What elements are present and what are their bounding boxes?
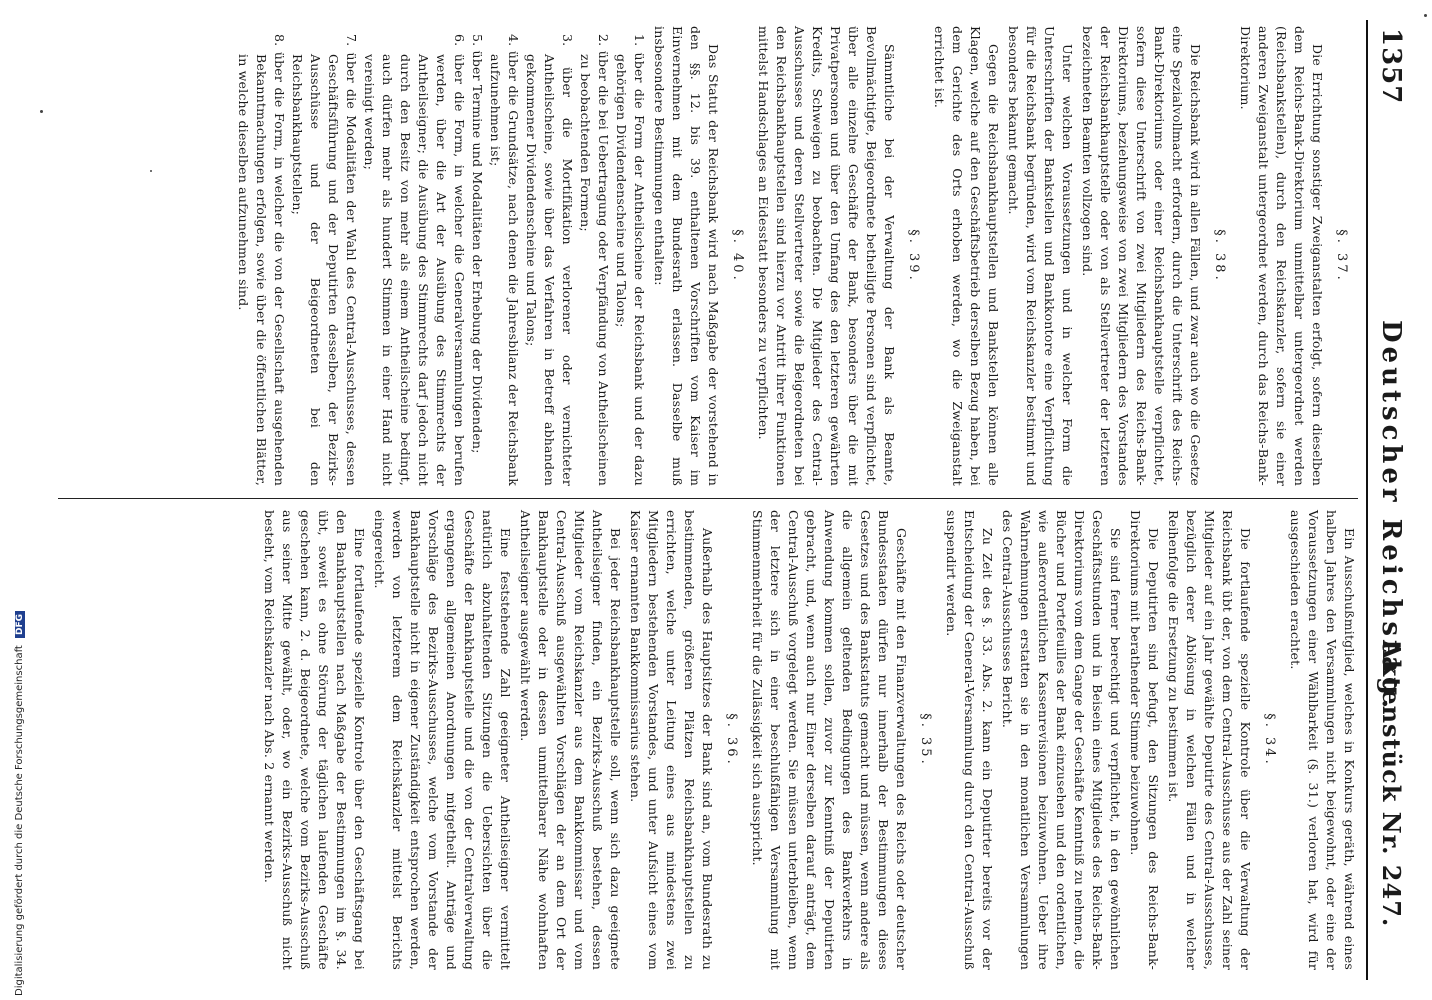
section-heading: §. 38. — [1212, 229, 1227, 283]
paragraph: Ein Ausschußmitglied, welches in Konkurs geräth, während eines halben Jahres den Versammlungen nicht beigewohnt, oder eine der Voraussetzungen einer Wählbarkeit (§. 31.) verloren hat, wird für ausgeschieden erachtet. — [1288, 510, 1357, 970]
paragraph: Geschäfte mit den Finanzverwaltungen des Reichs oder deutscher Bundesstaaten dürfen nur innerhalb der Bestimmungen dieses Gesetzes und des Bankstatuts gemacht und müssen, wenn andere als die allgemein geltenden Bedingungen des Bankverkehrs in Anwendung kommen sollen, zuvor zur Kenntniß der Deputirten gebracht, und, wenn auch nur Einer derselben darauf anträgt, dem Central-Ausschuß vorgelegt werden. Sie müssen unterbleiben, wenn der letztere sich in einer beschlußfähigen Versammlung mit Stimmenmehrheit für die Zulässigkeit sich ausspricht. — [750, 510, 909, 970]
rotated-page-content — [32, 20, 1412, 980]
paragraph: Die Deputirten sind befugt, den Sitzungen des Reichs-Bank-Direktoriums mit berathender Stimme beizuwohnen. — [1128, 510, 1161, 970]
list-item: 6. über die Form, in welcher die Generalversammlungen berufen werden, über die Art der Ausübung des Stimmrechts der Antheilseigner; die Ausübung des Stimmrechts darf jedoch nicht durch den Besitz von mehr als einem Antheilscheine bedingt, auch dürfen mehr als hundert Stimmen in einer Hand nicht vereinigt werden; — [362, 34, 467, 486]
list-item: 7. über die Modalitäten der Wahl des Central-Ausschusses, dessen Geschäftsführung und der Deputirten desselben, der Bezirks-Ausschüsse und der Beigeordneten bei den Reichsbankhauptstellen; — [290, 34, 359, 486]
paragraph: Eine feststehende Zahl geeigneter Antheilseigner vermittelt natürlich abzuhaltenden Sitzungen die Uebersichten über die Geschäfte der Bankhauptstelle und die von der Centralverwaltung ergangenen allgemeinen Anordnungen mitgetheilt. Anträge und Vorschläge des Bezirks-Ausschusses, welche vom Vorstande der Bankhauptstelle nicht in eigener Zuständigkeit entsprochen werden, werden von letzterem dem Reichskanzler mittelst Berichts eingereicht. — [372, 510, 513, 970]
right-column — [258, 510, 1358, 970]
paragraph: Gegen die Reichsbankhauptstellen und Bankstellen können alle Klagen, welche auf den Geschäftsbetrieb derselben Bezug haben, bei dem Gerichte des Orts erhoben werden, wo die Zweiganstalt errichtet ist. — [932, 26, 1001, 486]
paragraph: Eine fortlaufende spezielle Kontrole über den Geschäftsgang bei den Bankhauptstellen nach Maßgabe der Bestimmungen im §. 34. übt, soweit es ohne Störung der täglichen laufenden Geschäfte geschehen kann, 2. d. Beigeordnete, welche vom Bezirks-Ausschuß aus seiner Mitte gewählt, oder, wo ein Bezirks-Ausschuß nicht besteht, vom Reichskanzler nach Abs. 2 ernannt werden. — [262, 510, 367, 970]
paragraph: Sämmtliche bei der Verwaltung der Bank als Beamte, Bevollmächtigte, Beigeordnete betheiligte Personen sind verpflichtet, über alle einzelne Geschäfte der Bank, besonders über die mit Privatpersonen und über den Umfang des den letzteren gewährten Kredits, Schweigen zu beobachten. Die Mitglieder des Central-Ausschusses und deren Stellvertreter sowie die Beigeordneten bei den Reichsbankhauptstellen sind hierzu vor Antritt ihrer Funktionen mittelst Handschlages an Eidesstatt besonders zu verpflichten. — [756, 26, 897, 486]
section-heading: §. 35. — [918, 713, 933, 767]
page-header — [1366, 20, 1412, 980]
paragraph: Zu Zeit des §. 33. Abs. 2. kann ein Deputirter bereits vor der Entscheidung der General-Versammlung durch den Central-Ausschuß suspendirt werden. — [944, 510, 995, 970]
column-divider — [58, 498, 1358, 499]
list-item: 3. über die Mortifikation verlorener oder vernichteter Antheilscheine, sowie über das Verfahren in Betreff abhanden gekommener Dividendenscheine und Talons; — [524, 34, 575, 486]
list-item: 8. über die Form, in welcher die von der Gesellschaft ausgehenden Bekanntmachungen erfolgen, sowie über die öffentlichen Blätter, in welche dieselben aufzunehmen sind. — [236, 34, 287, 486]
list-item: 5. über Termine und Modalitäten der Erhebung der Dividenden; — [470, 34, 485, 454]
paragraph: Die Errichtung sonstiger Zweiganstalten erfolgt, sofern dieselben dem Reichs-Bank-Direktorium unmittelbar untergeordnet werden (Reichsbankstellen), durch den Reichskanzler, sofern sie einer anderen Zweiganstalt untergeordnet werden, durch das Reichs-Bank-Direktorium. — [1238, 26, 1325, 486]
paragraph: Außerhalb des Hauptsitzes der Bank sind an, vom Bundesrath zu bestimmenden, größeren Plätzen Reichsbankhauptstellen zu errichten, welche unter Leitung eines aus mindestens zwei Mitgliedern bestehenden Vorstandes, und unter Aufsicht eines vom Kaiser ernannten Bankkommissarius stehen. — [628, 510, 715, 970]
left-column — [234, 26, 1358, 486]
section-heading: §. 34. — [1262, 713, 1277, 767]
page-number: 1357 — [1376, 28, 1406, 105]
issue-number: Aktenstück Nr. 247. — [1377, 640, 1406, 928]
dfg-logo: DFG — [15, 611, 25, 638]
paper-title: Deutscher Reichstag. — [1376, 320, 1406, 713]
paragraph: Das Statut der Reichsbank wird nach Maßgabe der vorstehend in den §§. 12. bis 39. enthaltenen Vorschriften vom Kaiser im Einvernehmen mit dem Bundesrath erlassen. Dasselbe muß insbesondere Bestimmungen enthalten: — [652, 26, 721, 486]
list-item: 2. über die bei Uebertragung oder Verpfändung von Antheilscheinen zu beobachtenden Formen; — [578, 34, 611, 486]
paragraph: Sie sind ferner berechtigt und verpflichtet, in den gewöhnlichen Geschäftsstunden und in Beisein eines Mitgliedes des Reichs-Bank-Direktoriums vom dem Gange der Geschäfte Kenntniß zu nehmen, die Bücher und Portefeuilles der Bank einzusehen und den ordentlichen, wie außerordentlichen Kassenrevisionen beizuwohnen. Ueber ihre Wahrnehmungen erstatten sie in den monatlichen Versammlungen des Central-Ausschusses Bericht. — [1000, 510, 1123, 970]
section-heading: §. 39. — [906, 229, 921, 283]
paragraph: Unter welchen Voraussetzungen und in welcher Form die Unterschriften der Bankstellen und Bankkontore eine Verpflichtung für die Reichsbank begründen, wird vom Reichskanzler bestimmt und besonders bekannt gemacht. — [1006, 26, 1075, 486]
list-item: 4. über die Grundsätze, nach denen die Jahresbilanz der Reichsbank aufzunehmen ist; — [488, 34, 521, 486]
paragraph: Die fortlaufende spezielle Kontrole über die Verwaltung der Reichsbank übt der, von dem Central-Ausschusse aus der Zahl seiner Mitglieder auf ein Jahr gewählte Deputirte des Central-Ausschusses, bezüglich derer Ablösung in welchen Fällen und in welcher Reihenfolge die Ersetzung zu bestimmen ist. — [1166, 510, 1253, 970]
section-heading: §. 40. — [730, 229, 745, 283]
paragraph: Bei jeder Reichsbankhauptstelle soll, wenn sich dazu geeignete Antheilseigner finden, ein Bezirks-Ausschuß bestehen, dessen Mitglieder vom Reichskanzler aus dem Bankkommissar und vom Central-Ausschuß ausgewählten Vorschlägen der an dem Ort der Bankhauptstelle oder in dessen unmittelbarer Nähe wohnhaften Antheilseigner ausgewählt werden. — [518, 510, 623, 970]
digitization-credit — [0, 0, 25, 1000]
paragraph: Die Reichsbank wird in allen Fällen, und zwar auch wo die Gesetze eine Spezialvollmacht erfordern, durch die Unterschrift des Reichs-Bank-Direktoriums oder einer Reichsbankhauptstelle verpflichtet, sofern diese Unterschrift von zwei Mitgliedern des Reichs-Bank-Direktoriums, beziehungsweise von zwei Mitgliedern des Vorstandes der Reichsbankhauptstelle oder von als Stellvertreter der letzteren bezeichneten Beamten vollzogen sind. — [1080, 26, 1203, 486]
credit-text: Digitalisierung gefördert durch die Deutsche Forschungsgemeinschaft — [14, 645, 25, 996]
section-heading: §. 36. — [724, 713, 739, 767]
list-item: 1. über die Form der Antheilscheine der Reichsbank und der dazu gehörigen Dividendenscheine und Talons; — [614, 34, 647, 486]
scan-speck — [1424, 14, 1427, 17]
section-heading: §. 37. — [1334, 229, 1349, 283]
